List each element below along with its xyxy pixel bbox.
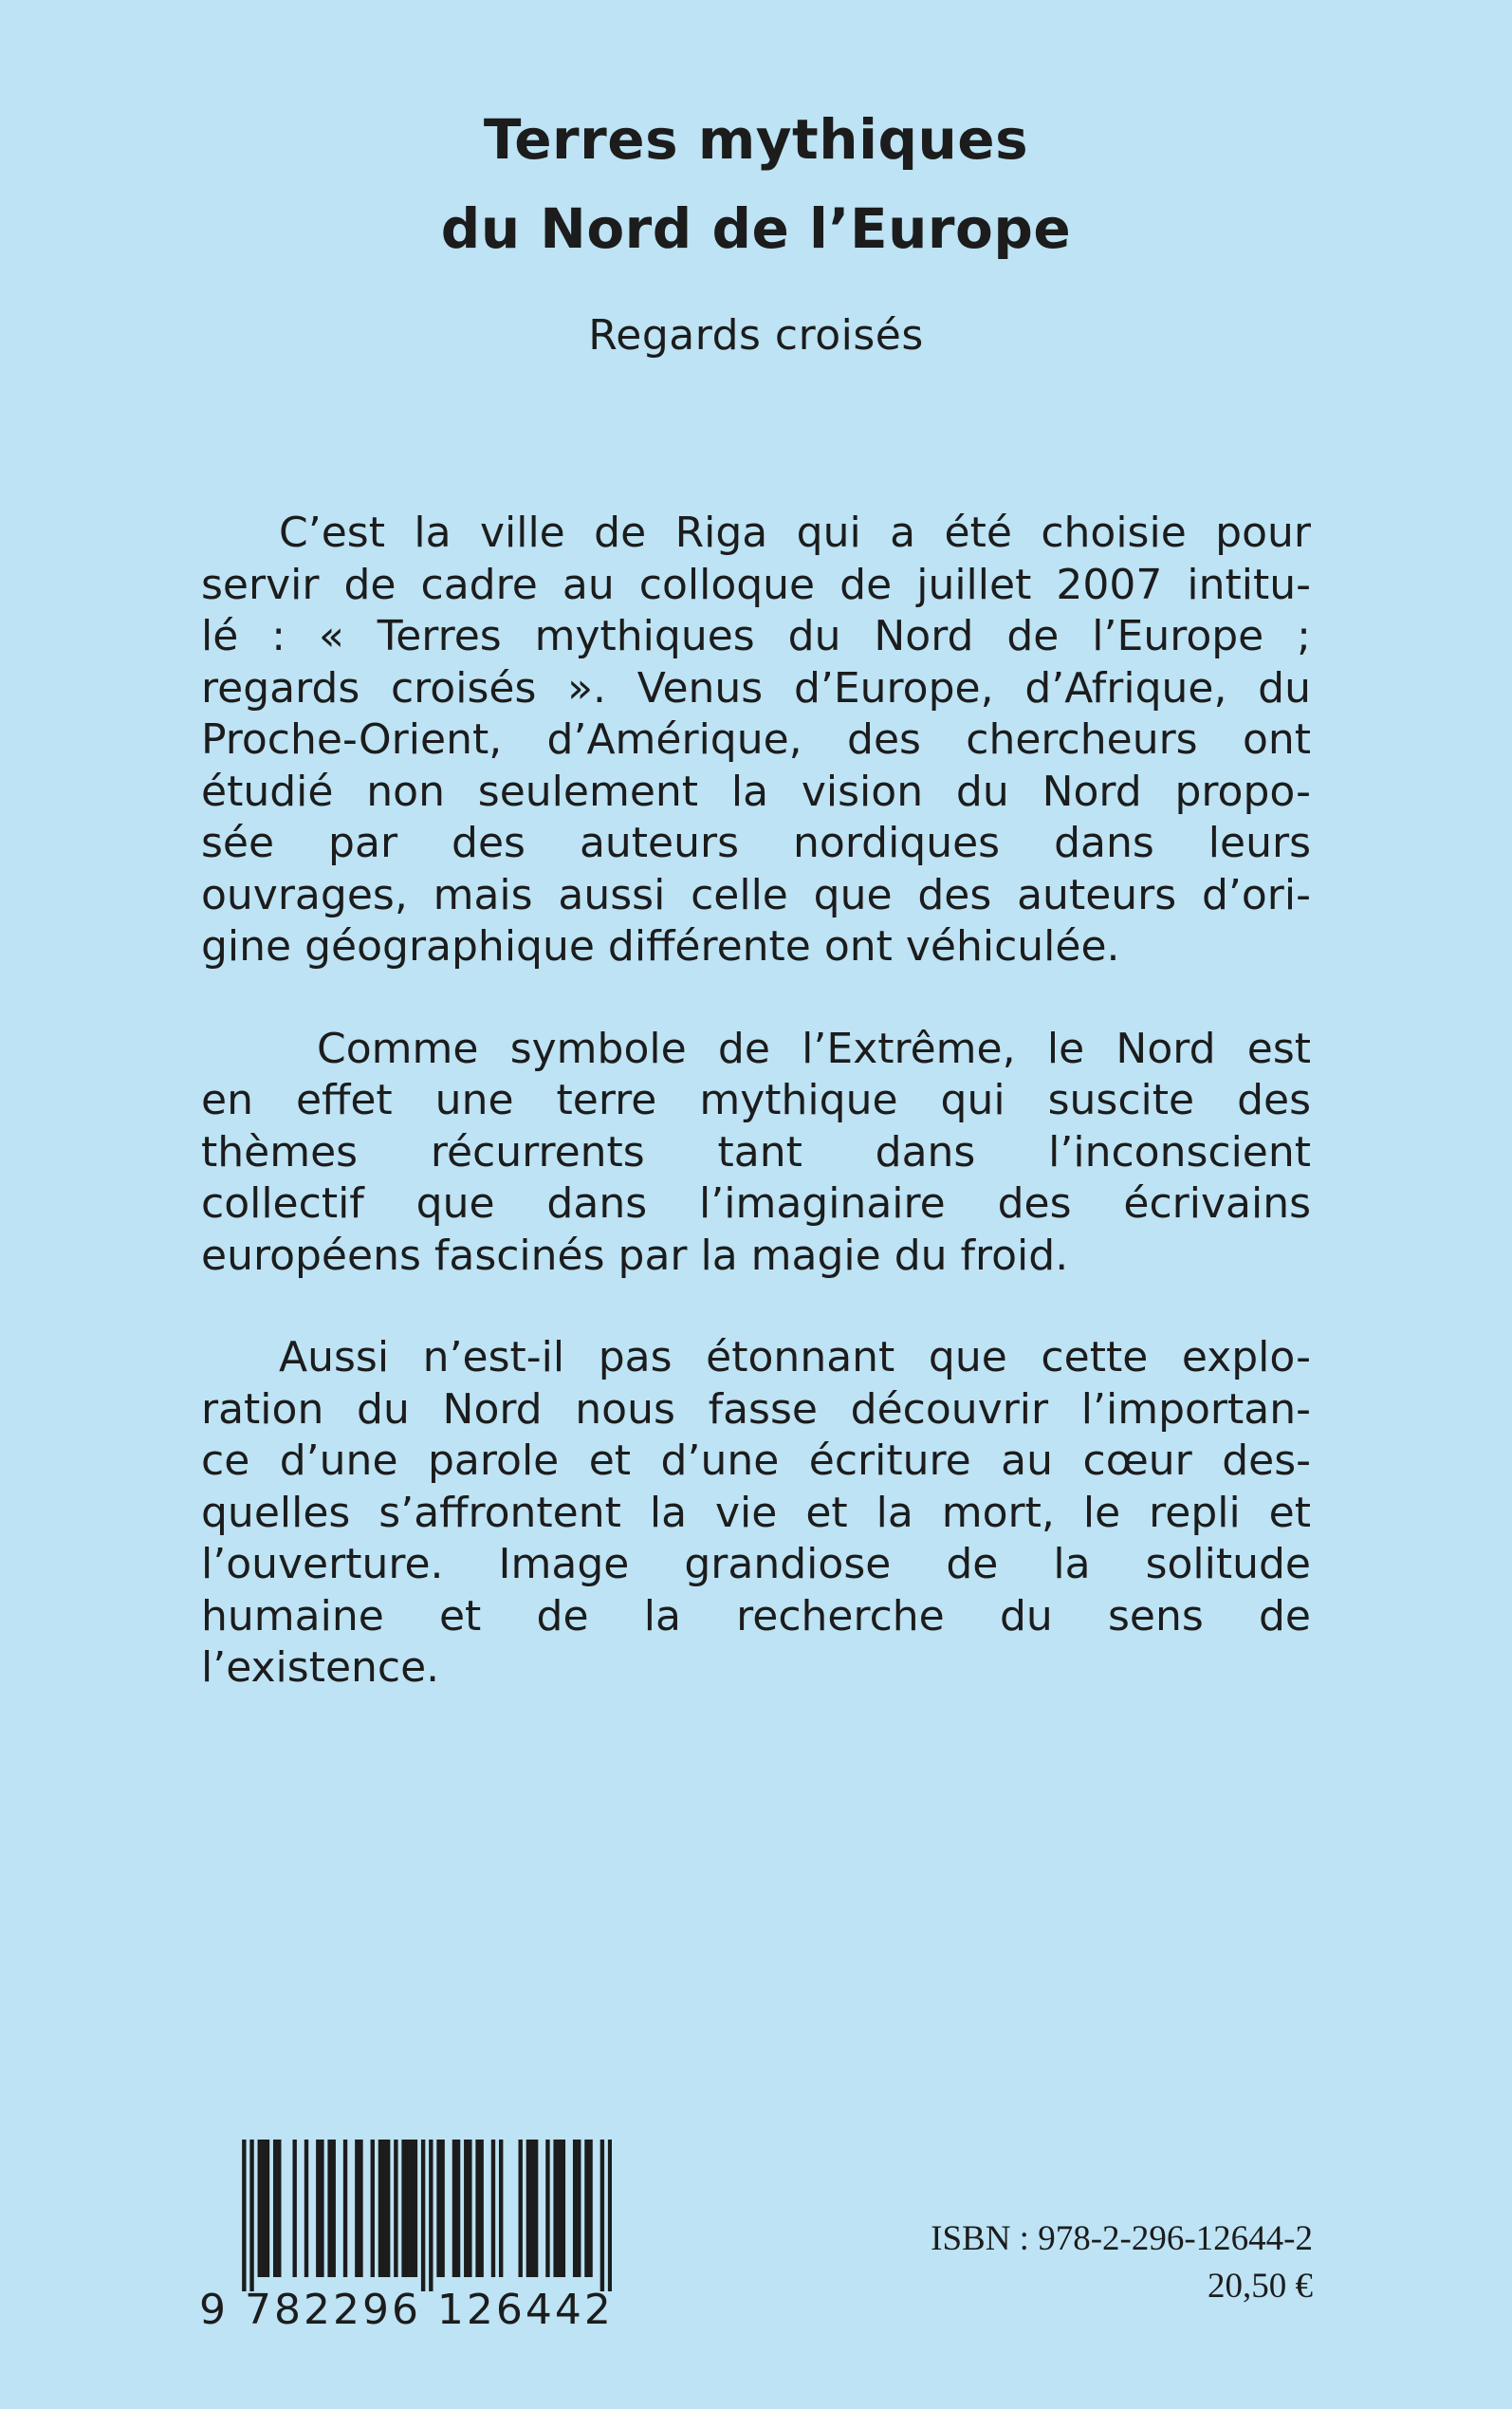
barcode-bar xyxy=(277,2140,281,2277)
barcode-bar xyxy=(266,2140,269,2277)
blurb-line: l’existence. xyxy=(201,1643,440,1692)
barcode-bar xyxy=(242,2140,246,2291)
barcode-bar xyxy=(382,2140,386,2277)
barcode-bar xyxy=(249,2140,253,2291)
title-line-1: Terres mythiques xyxy=(483,107,1029,172)
blurb xyxy=(201,508,1311,1695)
barcode-bar xyxy=(452,2140,456,2277)
barcode-bar xyxy=(545,2140,549,2277)
blurb-line: humaine et de la recherche du sens de xyxy=(201,1591,1311,1640)
isbn-label: ISBN : 978-2-296-12644-2 xyxy=(931,2219,1313,2258)
barcode-bar xyxy=(519,2140,523,2277)
barcode-bar xyxy=(475,2140,479,2277)
barcode-bar xyxy=(320,2140,323,2277)
blurb-line: européens fascinés par la magie du froid. xyxy=(201,1231,1069,1280)
blurb-line: C’est la ville de Riga qui a été choisie pour xyxy=(279,509,1311,557)
barcode-bar xyxy=(258,2140,262,2277)
blurb-line: Comme symbole de l’Extrême, le Nord est xyxy=(317,1024,1311,1073)
blurb-line: quelles s’affrontent la vie et la mort, le repli et xyxy=(201,1488,1311,1537)
subtitle: Regards croisés xyxy=(588,311,924,360)
barcode-bar xyxy=(464,2140,468,2277)
barcode-bar xyxy=(421,2140,425,2291)
barcode-bar xyxy=(359,2140,362,2277)
barcode-bar xyxy=(292,2140,296,2277)
barcode-bar xyxy=(530,2140,534,2277)
title-line-2: du Nord de l’Europe xyxy=(440,196,1072,261)
blurb-line: ce d’une parole et d’une écriture au cœur des- xyxy=(201,1436,1311,1485)
blurb-line: thèmes récurrents tant dans l’inconscient xyxy=(201,1127,1311,1177)
barcode-bar xyxy=(577,2140,581,2277)
blurb-line: étudié non seulement la vision du Nord propo- xyxy=(201,767,1311,816)
barcode-bar xyxy=(355,2140,359,2277)
barcode-digits: 9 782296 126442 xyxy=(199,2286,614,2334)
barcode-bar xyxy=(468,2140,471,2277)
blurb-line: sée par des auteurs nordiques dans leurs xyxy=(201,819,1311,867)
barcode-bar xyxy=(584,2140,588,2277)
blurb-line: ration du Nord nous fasse découvrir l’importan- xyxy=(201,1384,1311,1434)
barcode-bar xyxy=(401,2140,405,2277)
blurb-line: servir de cadre au colloque de juillet 2007 intitu- xyxy=(201,560,1311,609)
book-title xyxy=(0,95,1512,273)
barcode-bar xyxy=(526,2140,530,2277)
barcode-bar xyxy=(588,2140,592,2277)
barcode-bar xyxy=(386,2140,390,2277)
blurb-line: Proche-Orient, d’Amérique, des chercheurs ont xyxy=(201,715,1311,764)
barcode-bar xyxy=(406,2140,410,2277)
barcode-bar xyxy=(558,2140,562,2277)
barcode-bar xyxy=(608,2140,612,2291)
barcode-bar xyxy=(262,2140,266,2277)
barcode-bar xyxy=(436,2140,440,2277)
barcode-bar xyxy=(479,2140,483,2277)
barcode-bar xyxy=(600,2140,604,2291)
blurb-line: Aussi n’est-il pas étonnant que cette explo- xyxy=(279,1333,1311,1381)
barcode-bar xyxy=(327,2140,331,2277)
blurb-line: en effet une terre mythique qui suscite des xyxy=(201,1076,1311,1124)
price-label: 20,50 € xyxy=(1208,2267,1313,2306)
barcode-bar xyxy=(491,2140,495,2277)
barcode-bar xyxy=(456,2140,460,2277)
blurb-line: l’ouverture. Image grandiose de la solitude xyxy=(201,1540,1311,1588)
barcode-bar xyxy=(343,2140,347,2277)
barcode-bar xyxy=(573,2140,577,2277)
barcode-bar xyxy=(414,2140,417,2277)
barcode-bar xyxy=(410,2140,414,2277)
barcode-bars xyxy=(199,2140,612,2291)
barcode-bar xyxy=(304,2140,308,2277)
barcode-bar xyxy=(332,2140,336,2277)
blurb-line: ouvrages, mais aussi celle que des auteurs d’ori- xyxy=(201,870,1311,919)
barcode-bar xyxy=(440,2140,444,2277)
barcode-bar xyxy=(534,2140,538,2277)
barcode-bar xyxy=(378,2140,382,2277)
barcode-bar xyxy=(429,2140,433,2291)
barcode-bar xyxy=(562,2140,565,2277)
blurb-line: collectif que dans l’imaginaire des écrivains xyxy=(201,1179,1311,1228)
barcode-bar xyxy=(553,2140,557,2277)
barcode-bar xyxy=(371,2140,375,2277)
blurb-line: regards croisés ». Venus d’Europe, d’Afrique, du xyxy=(201,663,1311,713)
barcode-bar xyxy=(394,2140,397,2277)
blurb-line: gine géographique différente ont véhiculée. xyxy=(201,922,1120,971)
barcode-bar xyxy=(316,2140,320,2277)
barcode-bar xyxy=(499,2140,503,2277)
barcode-bar xyxy=(273,2140,277,2277)
blurb-line: lé : « Terres mythiques du Nord de l’Europe ; xyxy=(201,612,1311,660)
